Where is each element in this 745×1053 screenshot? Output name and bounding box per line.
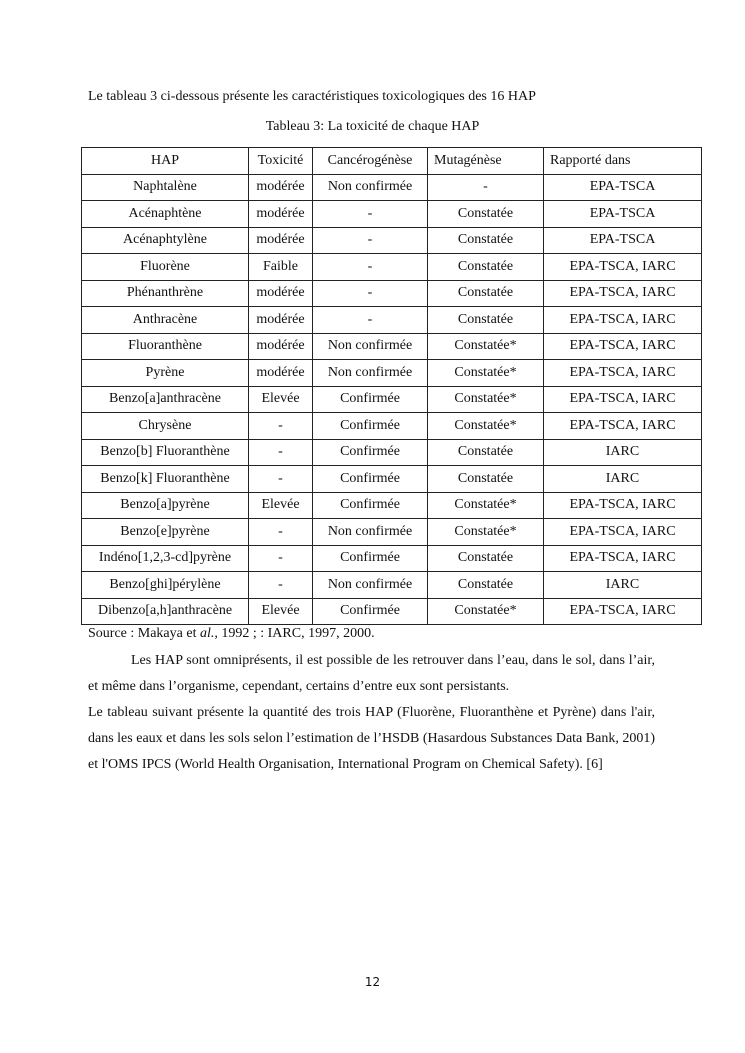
cell-mutagenesis: Constatée <box>428 227 544 254</box>
table-row <box>82 280 702 307</box>
cell-reported-in: EPA-TSCA, IARC <box>544 492 702 519</box>
table-row <box>82 466 702 493</box>
cell-hap: Naphtalène <box>82 174 249 201</box>
cell-toxicity: modérée <box>249 280 313 307</box>
cell-hap: Acénaphtylène <box>82 227 249 254</box>
cell-mutagenesis: Constatée <box>428 572 544 599</box>
table-row <box>82 413 702 440</box>
cell-hap: Benzo[a]anthracène <box>82 386 249 413</box>
cell-carcinogenesis: Non confirmée <box>313 572 428 599</box>
cell-toxicity: modérée <box>249 307 313 334</box>
table-source <box>88 626 375 642</box>
table-row <box>82 598 702 625</box>
cell-carcinogenesis: Confirmée <box>313 439 428 466</box>
cell-toxicity: Elevée <box>249 386 313 413</box>
cell-mutagenesis: Constatée <box>428 466 544 493</box>
header-toxicity: Toxicité <box>249 148 313 175</box>
cell-toxicity: modérée <box>249 227 313 254</box>
cell-mutagenesis: Constatée <box>428 280 544 307</box>
table-row <box>82 227 702 254</box>
cell-carcinogenesis: Confirmée <box>313 413 428 440</box>
cell-hap: Dibenzo[a,h]anthracène <box>82 598 249 625</box>
cell-mutagenesis: Constatée* <box>428 598 544 625</box>
cell-hap: Fluoranthène <box>82 333 249 360</box>
table-row <box>82 572 702 599</box>
cell-carcinogenesis: Confirmée <box>313 598 428 625</box>
cell-reported-in: EPA-TSCA, IARC <box>544 307 702 334</box>
cell-toxicity: Elevée <box>249 598 313 625</box>
cell-mutagenesis: Constatée* <box>428 492 544 519</box>
cell-carcinogenesis: Confirmée <box>313 492 428 519</box>
cell-hap: Benzo[e]pyrène <box>82 519 249 546</box>
cell-hap: Chrysène <box>82 413 249 440</box>
table-row <box>82 360 702 387</box>
cell-toxicity: Elevée <box>249 492 313 519</box>
cell-reported-in: IARC <box>544 466 702 493</box>
paragraph-1: Les HAP sont omniprésents, il est possible de les retrouver dans l’eau, dans le sol, dans l’air, et même dans l’organisme, cependant, certains d’entre eux sont persistants. <box>88 653 655 694</box>
cell-mutagenesis: Constatée <box>428 439 544 466</box>
cell-toxicity: modérée <box>249 201 313 228</box>
cell-hap: Benzo[ghi]pérylène <box>82 572 249 599</box>
cell-reported-in: IARC <box>544 439 702 466</box>
table-row <box>82 519 702 546</box>
cell-carcinogenesis: - <box>313 254 428 281</box>
cell-mutagenesis: Constatée <box>428 254 544 281</box>
cell-reported-in: EPA-TSCA, IARC <box>544 280 702 307</box>
cell-mutagenesis: Constatée <box>428 545 544 572</box>
table-row <box>82 254 702 281</box>
cell-reported-in: EPA-TSCA, IARC <box>544 333 702 360</box>
cell-mutagenesis: - <box>428 174 544 201</box>
cell-carcinogenesis: - <box>313 227 428 254</box>
cell-reported-in: EPA-TSCA, IARC <box>544 413 702 440</box>
table-row <box>82 439 702 466</box>
cell-carcinogenesis: Non confirmée <box>313 333 428 360</box>
cell-reported-in: EPA-TSCA <box>544 201 702 228</box>
cell-mutagenesis: Constatée* <box>428 386 544 413</box>
cell-reported-in: EPA-TSCA <box>544 174 702 201</box>
cell-reported-in: EPA-TSCA, IARC <box>544 598 702 625</box>
cell-reported-in: EPA-TSCA, IARC <box>544 386 702 413</box>
header-hap: HAP <box>82 148 249 175</box>
cell-reported-in: EPA-TSCA, IARC <box>544 545 702 572</box>
table-header-row <box>82 148 702 175</box>
cell-carcinogenesis: Non confirmée <box>313 360 428 387</box>
cell-toxicity: Faible <box>249 254 313 281</box>
cell-carcinogenesis: Non confirmée <box>313 519 428 546</box>
cell-mutagenesis: Constatée* <box>428 333 544 360</box>
cell-hap: Fluorène <box>82 254 249 281</box>
table-row <box>82 307 702 334</box>
table-row <box>82 333 702 360</box>
cell-toxicity: modérée <box>249 360 313 387</box>
page-number: 12 <box>364 975 381 989</box>
cell-toxicity: - <box>249 413 313 440</box>
cell-toxicity: modérée <box>249 174 313 201</box>
cell-toxicity: - <box>249 572 313 599</box>
header-mutagenesis: Mutagénèse <box>428 148 544 175</box>
table-row <box>82 386 702 413</box>
cell-hap: Phénanthrène <box>82 280 249 307</box>
cell-hap: Benzo[k] Fluoranthène <box>82 466 249 493</box>
cell-mutagenesis: Constatée* <box>428 413 544 440</box>
header-reported-in: Rapporté dans <box>544 148 702 175</box>
cell-mutagenesis: Constatée* <box>428 519 544 546</box>
paragraph-2: Le tableau suivant présente la quantité des trois HAP (Fluorène, Fluoranthène et Pyrène) dans l'air, dans les eaux et dans les sols selon l’estimation de l’HSDB (Hasardous Substances Data Bank, 2001) et l'OMS IPCS (World Health Organisation, International Program on Chemical Safety). [6] <box>88 705 655 772</box>
cell-hap: Pyrène <box>82 360 249 387</box>
source-prefix: Source : Makaya et <box>88 626 200 641</box>
cell-hap: Benzo[b] Fluoranthène <box>82 439 249 466</box>
source-suffix: 1992 ; : IARC, 1997, 2000. <box>217 626 375 641</box>
cell-carcinogenesis: - <box>313 307 428 334</box>
cell-carcinogenesis: - <box>313 201 428 228</box>
cell-reported-in: EPA-TSCA, IARC <box>544 254 702 281</box>
header-carcinogenesis: Cancérogénèse <box>313 148 428 175</box>
cell-carcinogenesis: - <box>313 280 428 307</box>
cell-mutagenesis: Constatée <box>428 307 544 334</box>
cell-hap: Anthracène <box>82 307 249 334</box>
table-row <box>82 174 702 201</box>
cell-toxicity: modérée <box>249 333 313 360</box>
table-body <box>82 174 702 625</box>
cell-carcinogenesis: Confirmée <box>313 545 428 572</box>
cell-reported-in: EPA-TSCA <box>544 227 702 254</box>
cell-toxicity: - <box>249 466 313 493</box>
table-row <box>82 492 702 519</box>
cell-carcinogenesis: Confirmée <box>313 386 428 413</box>
intro-text: Le tableau 3 ci-dessous présente les caractéristiques toxicologiques des 16 HAP <box>88 89 536 104</box>
cell-hap: Benzo[a]pyrène <box>82 492 249 519</box>
table-row <box>82 201 702 228</box>
cell-hap: Indéno[1,2,3-cd]pyrène <box>82 545 249 572</box>
cell-carcinogenesis: Non confirmée <box>313 174 428 201</box>
cell-mutagenesis: Constatée <box>428 201 544 228</box>
source-italic: al., <box>199 626 218 641</box>
cell-hap: Acénaphtène <box>82 201 249 228</box>
cell-reported-in: EPA-TSCA, IARC <box>544 519 702 546</box>
cell-reported-in: IARC <box>544 572 702 599</box>
cell-toxicity: - <box>249 545 313 572</box>
cell-toxicity: - <box>249 519 313 546</box>
cell-toxicity: - <box>249 439 313 466</box>
table-row <box>82 545 702 572</box>
table-caption: Tableau 3: La toxicité de chaque HAP <box>265 119 480 134</box>
cell-carcinogenesis: Confirmée <box>313 466 428 493</box>
toxicity-table <box>81 147 702 625</box>
cell-reported-in: EPA-TSCA, IARC <box>544 360 702 387</box>
cell-mutagenesis: Constatée* <box>428 360 544 387</box>
